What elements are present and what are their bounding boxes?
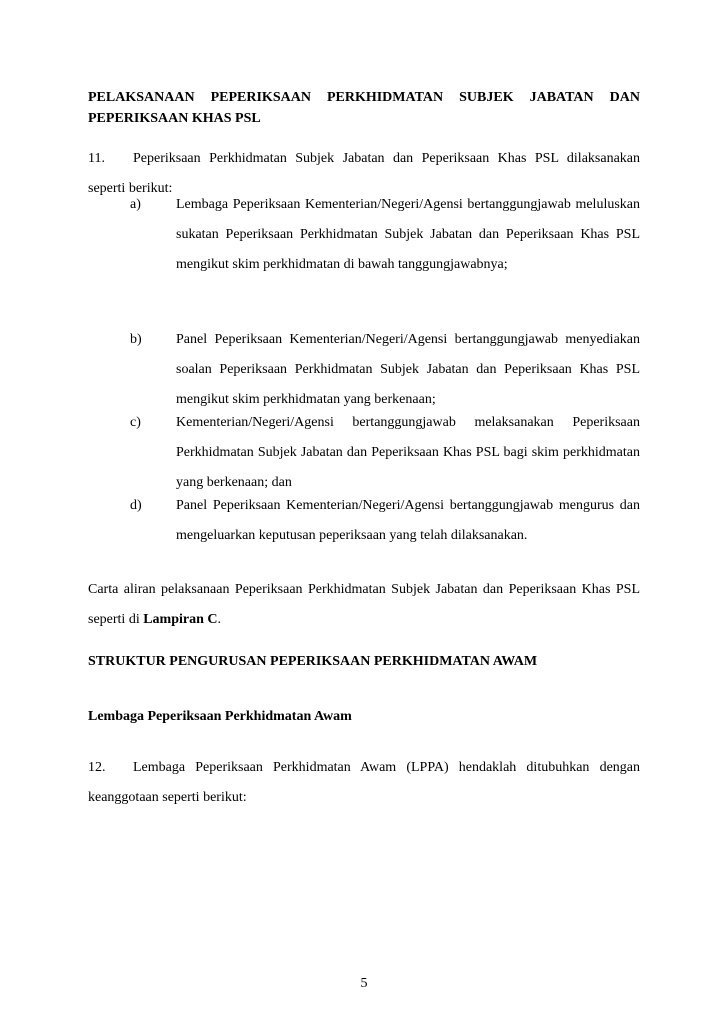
list-item-text: Panel Peperiksaan Kementerian/Negeri/Agensi bertanggungjawab menyediakan soalan Peperiksaan Perkhidmatan Subjek Jabatan dan Peperiksaan Khas PSL mengikut skim perkhidmatan yang berkenaan; [176, 332, 640, 407]
paragraph-number: 12. [88, 760, 106, 775]
lampiran-reference: Lampiran C [143, 612, 218, 627]
list-item-letter: c) [130, 415, 141, 430]
carta-end: . [217, 612, 222, 627]
page-number: 5 [360, 976, 368, 991]
list-item-text: Panel Peperiksaan Kementerian/Negeri/Agensi bertanggungjawab mengurus dan mengeluarkan keputusan peperiksaan yang telah dilaksanakan. [176, 498, 640, 543]
paragraph-12 [88, 753, 640, 813]
list-item-letter: a) [130, 197, 141, 212]
carta-paragraph [88, 575, 640, 635]
carta-text: Carta aliran pelaksanaan Peperiksaan Perkhidmatan Subjek Jabatan dan Peperiksaan Khas PSL seperti di [88, 582, 640, 627]
paragraph-text: Peperiksaan Perkhidmatan Subjek Jabatan dan Peperiksaan Khas PSL dilaksanakan seperti berikut: [88, 151, 640, 196]
section-heading: STRUKTUR PENGURUSAN PEPERIKSAAN PERKHIDMATAN AWAM [88, 654, 538, 669]
paragraph-text: Lembaga Peperiksaan Perkhidmatan Awam (LPPA) hendaklah ditubuhkan dengan keanggotaan seperti berikut: [88, 760, 640, 805]
document-title: PELAKSANAAN PEPERIKSAAN PERKHIDMATAN SUBJEK JABATAN DAN PEPERIKSAAN KHAS PSL [88, 90, 640, 126]
subsection-heading: Lembaga Peperiksaan Perkhidmatan Awam [88, 709, 352, 724]
list-item-letter: d) [130, 498, 142, 513]
list-item-text: Kementerian/Negeri/Agensi bertanggungjawab melaksanakan Peperiksaan Perkhidmatan Subjek Jabatan dan Peperiksaan Khas PSL bagi skim perkhidmatan yang berkenaan; dan [176, 415, 640, 490]
paragraph-number: 11. [88, 151, 105, 166]
list-item-text: Lembaga Peperiksaan Kementerian/Negeri/Agensi bertanggungjawab meluluskan sukatan Peperiksaan Perkhidmatan Subjek Jabatan dan Peperiksaan Khas PSL mengikut skim perkhidmatan di bawah tanggungjawabnya; [176, 197, 640, 272]
list-item-letter: b) [130, 332, 142, 347]
